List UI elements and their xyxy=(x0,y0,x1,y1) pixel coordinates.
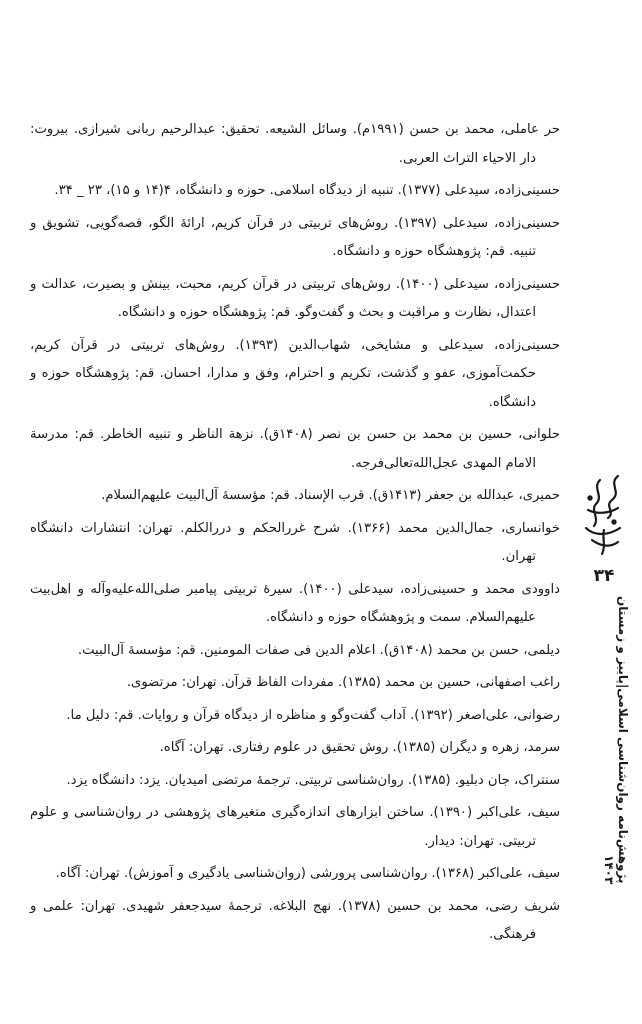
reference-entry: حلوانی، حسین بن محمد بن حسن بن نصر (۱۴۰۸ق). نزهة الناظر و تنبیه الخاطر. قم: مدرسة الامام المهدی عجل‌الله‌تعالی‌فرجه. xyxy=(30,427,560,471)
reference-entry: سیف، علی‌اکبر (۱۳۹۰). ساختن ابزارهای اندازه‌گیری متغیرهای پژوهشی در روان‌شناسی و علوم تربیتی. تهران: دیدار. xyxy=(30,805,560,849)
running-head-separator: | xyxy=(616,684,630,689)
reference-entry: سرمد، زهره و دیگران (۱۳۸۵). روش تحقیق در علوم رفتاری. تهران: آگاه. xyxy=(159,740,560,755)
reference-entry: حر عاملی، محمد بن حسن (۱۹۹۱م). وسائل الشیعه. تحقیق: عبدالرحیم ربانی شیرازی. بیروت: دار الاحیاء التراث العربی. xyxy=(30,122,561,166)
reference-entry: حسینی‌زاده، سیدعلی (۱۴۰۰). روش‌های تربیتی در قرآن کریم، محبت، بینش و بصیرت، عدالت و اعتدال، نظارت و مراقبت و بحث و گفت‌وگو. قم: پژوهشگاه حوزه و دانشگاه. xyxy=(30,276,560,320)
reference-entry: خوانساری، جمال‌الدین محمد (۱۳۶۶). شرح غررالحکم و دررالکلم. تهران: انتشارات دانشگاه تهران. xyxy=(30,520,560,564)
reference-entry: حسینی‌زاده، سیدعلی (۱۳۹۷). روش‌های تربیتی در قرآن کریم، ارائهٔ الگو، قصه‌گویی، تشویق و تنبیه. قم: پژوهشگاه حوزه و دانشگاه. xyxy=(30,215,560,259)
running-head xyxy=(578,594,630,884)
reference-entry: حسینی‌زاده، سیدعلی و مشایخی، شهاب‌الدین (۱۳۹۳). روش‌های تربیتی در قرآن کریم، حکمت‌آموزی، عفو و گذشت، تکریم و احترام، وفق و مدارا، احسان. قم: پژوهشگاه حوزه و دانشگاه. xyxy=(30,337,560,410)
reference-entry: دیلمی، حسن بن محمد (۱۴۰۸ق). اعلام الدین فی صفات المومنین. قم: مؤسسهٔ آل‌البیت. xyxy=(77,642,560,658)
issue-label: پاییز و زمستان ۱۴۰۳ xyxy=(602,596,630,884)
journal-logo-icon xyxy=(578,470,630,558)
reference-list xyxy=(30,116,560,954)
reference-entry: راغب اصفهانی، حسین بن محمد (۱۳۸۵). مفردات الفاظ قرآن. تهران: مرتضوی. xyxy=(126,675,560,690)
page-number: ۳۴ xyxy=(593,566,615,586)
reference-entry: حسینی‌زاده، سیدعلی (۱۳۷۷). تنبیه از دیدگاه اسلامی. حوزه و دانشگاه، ۴(۱۴ و ۱۵)، ۲۳ _ ۳۴. xyxy=(54,183,560,198)
reference-entry: رضوانی، علی‌اصغر (۱۳۹۲). آداب گفت‌وگو و مناظره از دیدگاه قرآن و روایات. قم: دلیل ما. xyxy=(66,707,560,723)
journal-title: پژوهش‌نامه روان‌شناسی اسلامی xyxy=(616,688,630,884)
reference-entry: سنتراک، جان دبلیو. (۱۳۸۵). روان‌شناسی تربیتی. ترجمهٔ مرتضی امیدیان. یزد: دانشگاه یزد. xyxy=(66,772,560,788)
reference-entry: شریف رضی، محمد بن حسین (۱۳۷۸). نهج البلاغه. ترجمهٔ سیدجعفر شهیدی. تهران: علمی و فرهنگی. xyxy=(30,898,560,942)
reference-entry: داوودی محمد و حسینی‌زاده، سیدعلی (۱۴۰۰). سیرهٔ تربیتی پیامبر صلی‌الله‌علیه‌وآله و اهل‌بیت علیهم‌السلام. سمت و پژوهشگاه حوزه و دانشگاه. xyxy=(30,581,560,625)
reference-entry: حمیری، عبدالله بن جعفر (۱۴۱۳ق). قرب الإسناد. قم: مؤسسهٔ آل‌البیت علیهم‌السلام. xyxy=(101,488,560,503)
reference-entry: سیف، علی‌اکبر (۱۳۶۸). روان‌شناسی پرورشی (روان‌شناسی یادگیری و آموزش). تهران: آگاه. xyxy=(55,866,560,881)
page-sidebar xyxy=(574,470,634,884)
